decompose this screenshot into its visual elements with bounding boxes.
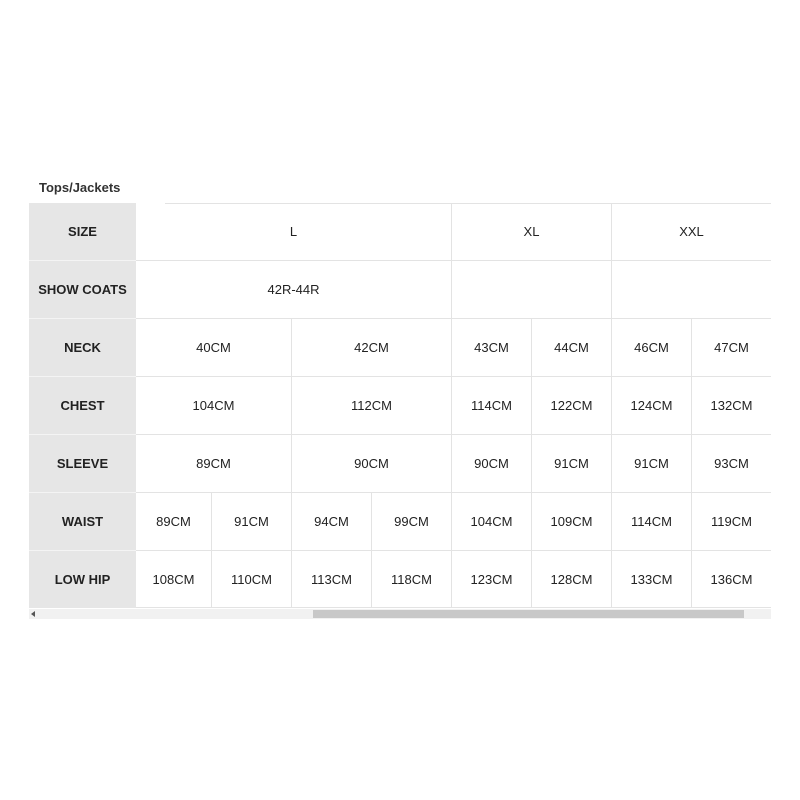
table-cell: 94CM xyxy=(292,493,372,551)
row-header-show-coats: SHOW COATS xyxy=(29,261,136,319)
table-cell: 46CM xyxy=(612,319,692,377)
row-header-size: SIZE xyxy=(29,203,136,261)
table-cell: 89CM xyxy=(136,435,292,493)
table-cell: 128CM xyxy=(532,551,612,608)
table-cell: 112CM xyxy=(292,377,452,435)
table-cell: 114CM xyxy=(612,493,692,551)
row-header-chest: CHEST xyxy=(29,377,136,435)
table-cell: 118CM xyxy=(372,551,452,608)
table-cell: 132CM xyxy=(692,377,771,435)
size-xl: XL xyxy=(452,203,612,261)
table-cell: 91CM xyxy=(212,493,292,551)
table-cell: 44CM xyxy=(532,319,612,377)
horizontal-scrollbar[interactable] xyxy=(29,609,771,619)
show-coats-xl xyxy=(452,261,612,319)
table-cell: 122CM xyxy=(532,377,612,435)
table-cell: 91CM xyxy=(532,435,612,493)
table-cell: 42CM xyxy=(292,319,452,377)
size-l: L xyxy=(136,203,452,261)
table-title: Tops/Jackets xyxy=(39,180,121,195)
size-chart-table xyxy=(29,203,771,608)
table-cell: 108CM xyxy=(136,551,212,608)
table-cell: 104CM xyxy=(136,377,292,435)
table-cell: 133CM xyxy=(612,551,692,608)
row-header-neck: NECK xyxy=(29,319,136,377)
table-cell: 136CM xyxy=(692,551,771,608)
size-xxl: XXL xyxy=(612,203,771,261)
table-cell: 43CM xyxy=(452,319,532,377)
scrollbar-thumb[interactable] xyxy=(313,610,744,618)
row-header-waist: WAIST xyxy=(29,493,136,551)
table-cell: 93CM xyxy=(692,435,771,493)
table-cell: 123CM xyxy=(452,551,532,608)
table-cell: 40CM xyxy=(136,319,292,377)
table-cell: 89CM xyxy=(136,493,212,551)
table-cell: 104CM xyxy=(452,493,532,551)
row-header-sleeve: SLEEVE xyxy=(29,435,136,493)
table-cell: 110CM xyxy=(212,551,292,608)
table-cell: 113CM xyxy=(292,551,372,608)
row-header-low-hip: LOW HIP xyxy=(29,551,136,608)
table-cell: 114CM xyxy=(452,377,532,435)
scroll-left-arrow-icon[interactable] xyxy=(31,611,35,617)
table-cell: 47CM xyxy=(692,319,771,377)
show-coats-l: 42R-44R xyxy=(136,261,452,319)
table-cell: 90CM xyxy=(452,435,532,493)
table-cell: 124CM xyxy=(612,377,692,435)
table-cell: 90CM xyxy=(292,435,452,493)
table-cell: 109CM xyxy=(532,493,612,551)
table-cell: 99CM xyxy=(372,493,452,551)
table-cell: 91CM xyxy=(612,435,692,493)
table-cell: 119CM xyxy=(692,493,771,551)
show-coats-xxl xyxy=(612,261,771,319)
